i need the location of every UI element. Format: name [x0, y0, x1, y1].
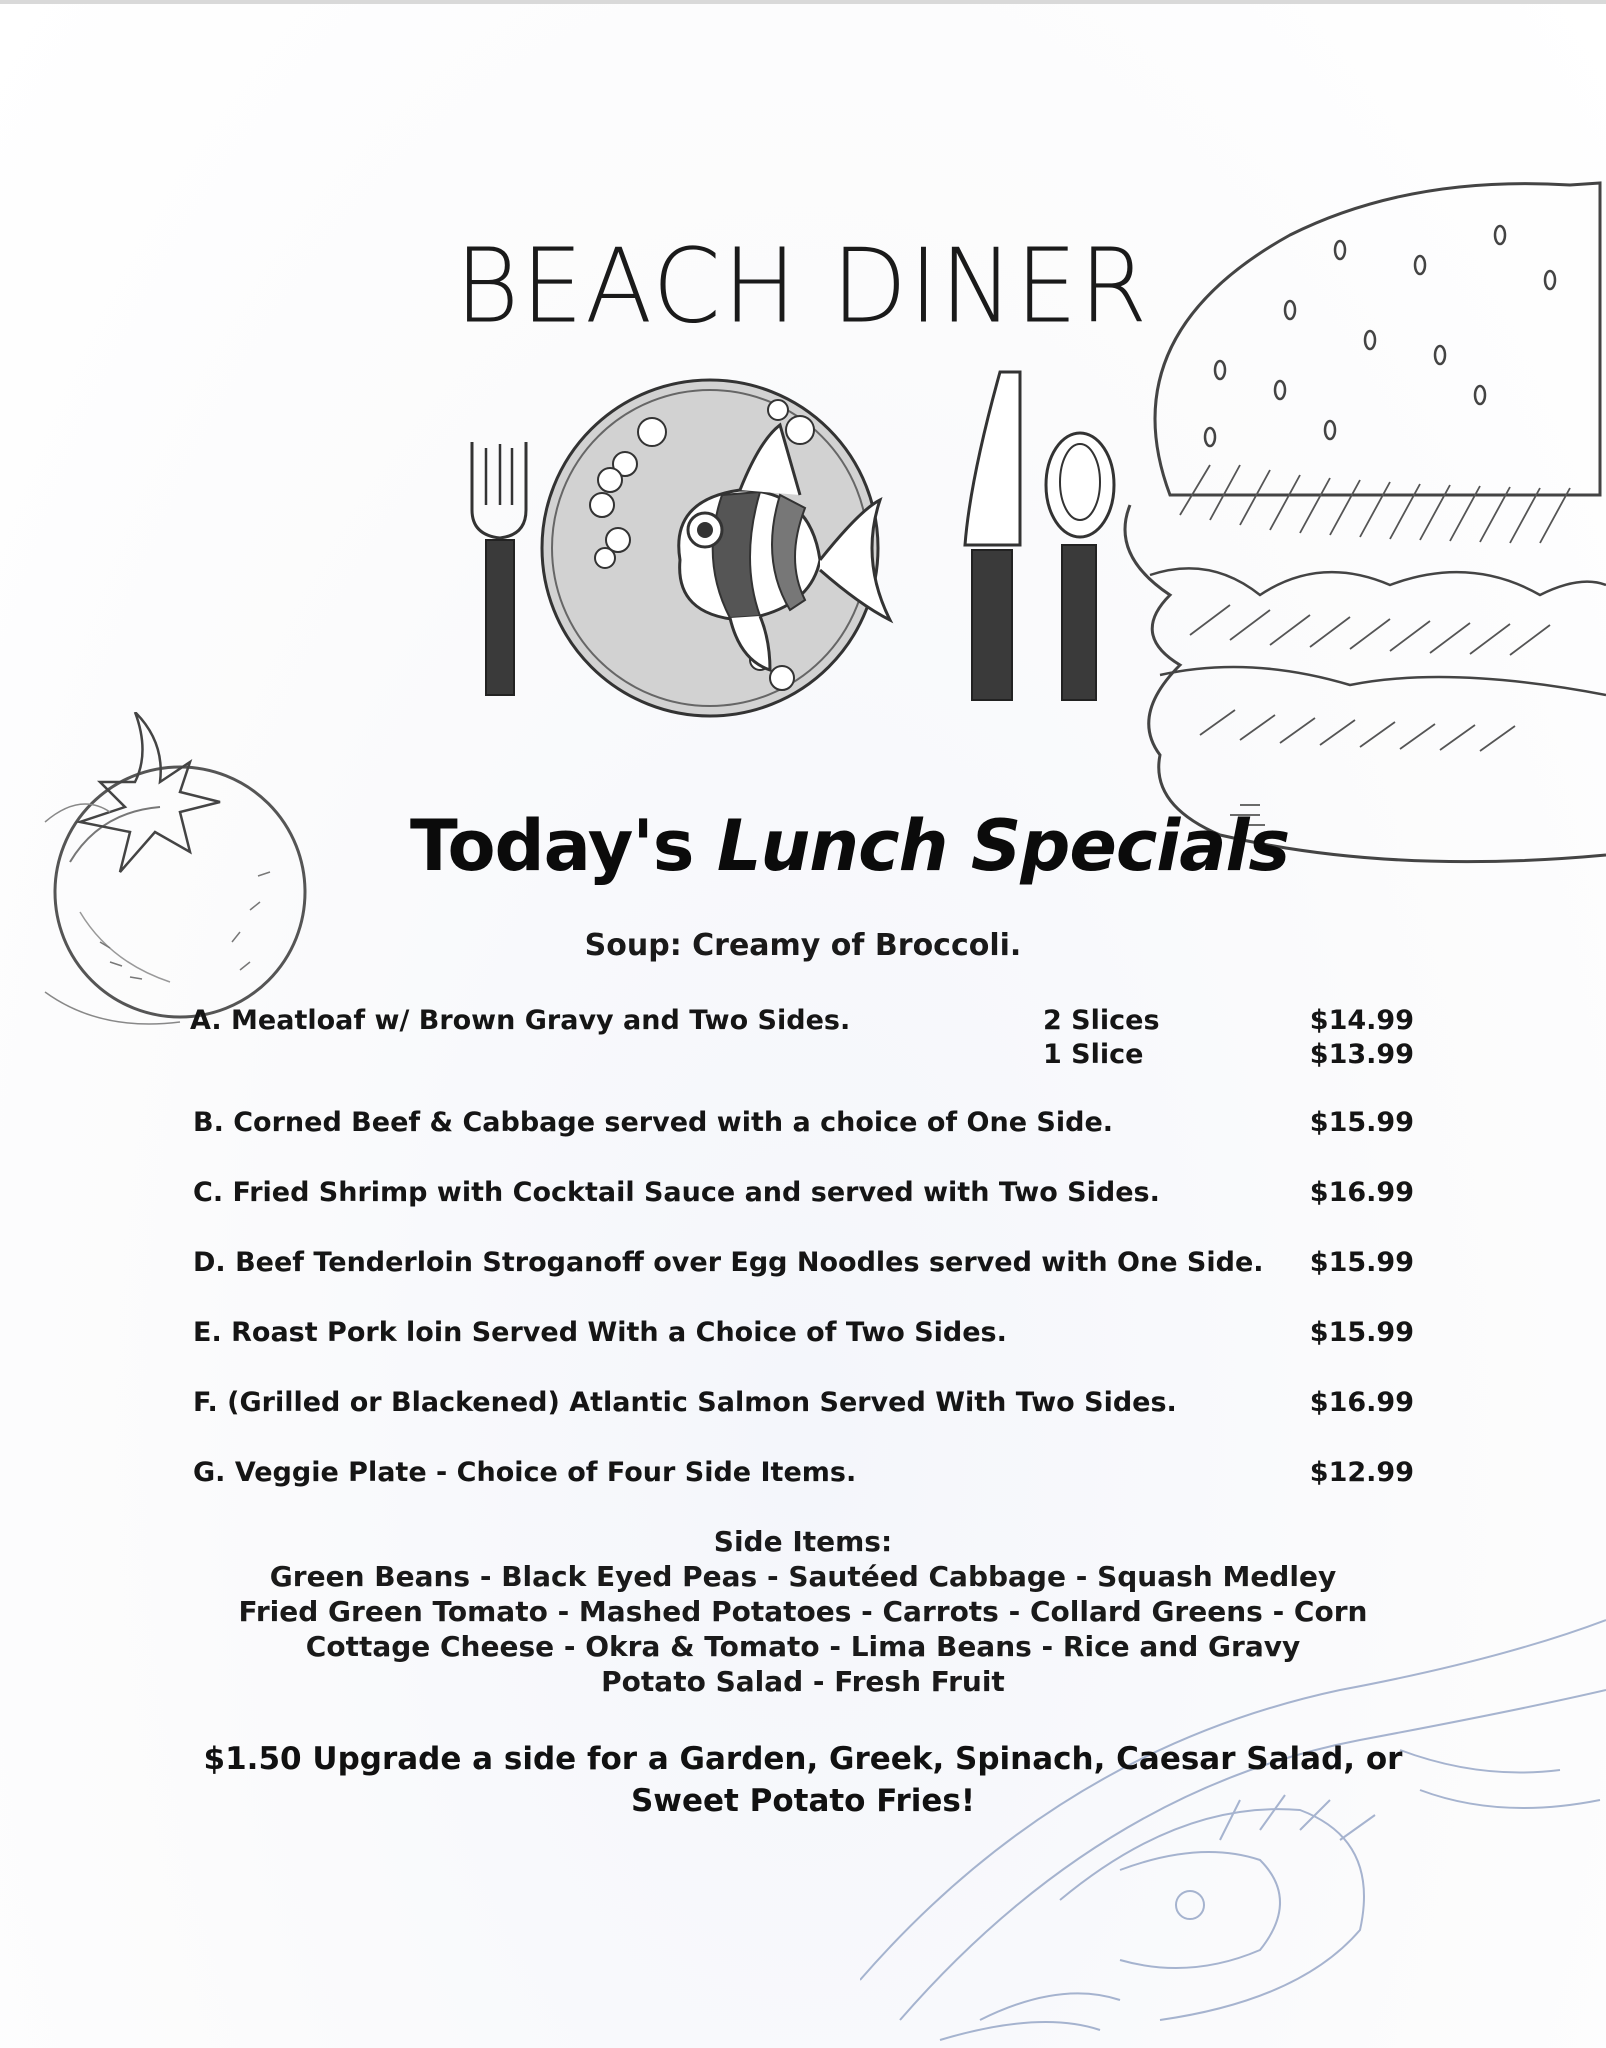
portion-size: 2 Slices [1043, 1005, 1160, 1036]
side-items-line: Potato Salad - Fresh Fruit [601, 1665, 1005, 1698]
side-items-line: Green Beans - Black Eyed Peas - Sautéed Cabbage - Squash Medley [269, 1560, 1337, 1593]
menu-item-d: D. Beef Tenderloin Stroganoff over Egg Noodles served with One Side. [193, 1247, 1264, 1278]
side-items-line: Cottage Cheese - Okra & Tomato - Lima Beans - Rice and Gravy [305, 1630, 1301, 1663]
specials-heading-prefix: Today's [410, 805, 694, 887]
menu-item-g: G. Veggie Plate - Choice of Four Side Items. [193, 1457, 857, 1488]
restaurant-title: BEACH DINER [455, 227, 1150, 347]
upgrade-line: $1.50 Upgrade a side for a Garden, Greek, Spinach, Caesar Salad, or [203, 1741, 1403, 1777]
burger-illustration [1090, 175, 1606, 875]
side-items-section [0, 1524, 1606, 1699]
tomato-illustration [40, 712, 340, 1042]
side-items-heading: Side Items: [713, 1525, 893, 1558]
item-price: $15.99 [1309, 1317, 1414, 1348]
specials-heading-suffix: Lunch Specials [716, 805, 1290, 887]
item-price: $16.99 [1309, 1177, 1414, 1208]
plate-cutlery-illustration [460, 360, 1140, 720]
menu-item-e: E. Roast Pork loin Served With a Choice of Two Sides. [193, 1317, 1007, 1348]
upgrade-line: Sweet Potato Fries! [630, 1783, 975, 1819]
item-price: $15.99 [1309, 1247, 1414, 1278]
menu-item-c: C. Fried Shrimp with Cocktail Sauce and served with Two Sides. [193, 1177, 1160, 1208]
page-edge [0, 0, 1606, 4]
item-price: $12.99 [1309, 1457, 1414, 1488]
item-price: $14.99 [1309, 1005, 1414, 1036]
menu-item-b: B. Corned Beef & Cabbage served with a choice of One Side. [193, 1107, 1114, 1138]
specials-heading [410, 805, 1289, 887]
menu-item-f: F. (Grilled or Blackened) Atlantic Salmon Served With Two Sides. [193, 1387, 1177, 1418]
item-price: $15.99 [1309, 1107, 1414, 1138]
item-price: $13.99 [1309, 1039, 1414, 1070]
menu-item-a: A. Meatloaf w/ Brown Gravy and Two Sides. [190, 1005, 851, 1036]
side-items-line: Fried Green Tomato - Mashed Potatoes - Carrots - Collard Greens - Corn [238, 1595, 1368, 1628]
soup-of-the-day: Soup: Creamy of Broccoli. [584, 928, 1022, 963]
item-price: $16.99 [1309, 1387, 1414, 1418]
portion-size: 1 Slice [1043, 1039, 1144, 1070]
upgrade-note [0, 1738, 1606, 1822]
